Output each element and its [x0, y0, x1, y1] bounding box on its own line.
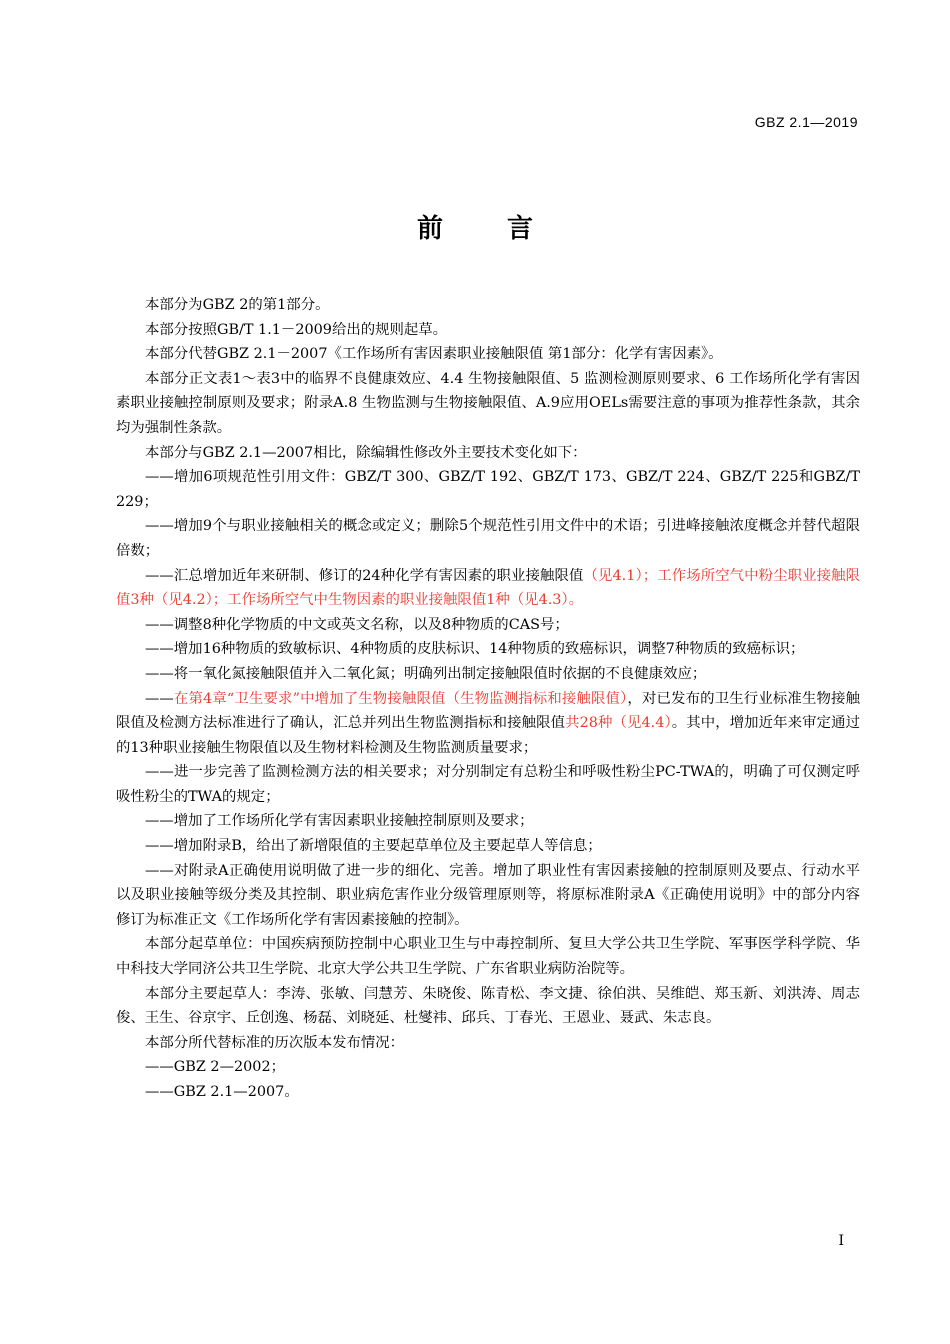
paragraph-replacement: 本部分代替GBZ 2.1－2007《工作场所有害因素职业接触限值 第1部分：化学有害因素》。 [145, 346, 723, 363]
change-item-limits-text: ——汇总增加近年来研制、修订的24种化学有害因素的职业接触限值 [145, 567, 584, 584]
page-number: I [838, 1233, 844, 1249]
change-item-annex-b: ——增加附录B，给出了新增限值的主要起草单位及主要起草人等信息； [145, 838, 602, 855]
foreword-body [116, 293, 860, 1105]
change-item-bio-highlight-2: 共28种（见4.4） [565, 715, 672, 732]
change-item-definitions: ——增加9个与职业接触相关的概念或定义；删除5个规范性引用文件中的术语；引进峰接触浓度概念并替代超限倍数； [116, 518, 860, 559]
paragraph-drafters: 本部分主要起草人：李涛、张敏、闫慧芳、朱晓俊、陈青松、李文捷、徐伯洪、吴维皑、郑玉新、刘洪涛、周志俊、王生、谷京宇、丘创逸、杨磊、刘晓延、杜燮祎、邱兵、丁春光、王恩业、聂武、朱志良。 [116, 985, 860, 1027]
title-char-1: 前 [416, 214, 443, 244]
change-item-nitrogen: ——将一氧化氮接触限值并入二氧化氮；明确列出制定接触限值时依据的不良健康效应； [145, 665, 707, 682]
change-item-labels: ——增加16种物质的致敏标识、4种物质的皮肤标识、14种物质的致癌标识，调整7种物质的致癌标识； [145, 641, 805, 658]
change-item-monitoring: ——进一步完善了监测检测方法的相关要求；对分别制定有总粉尘和呼吸性粉尘PC-TWA的，明确了可仅测定呼吸性粉尘的TWA的规定； [116, 764, 860, 805]
page-title [0, 208, 950, 245]
change-item-bio-highlight-1: 在第4章“卫生要求”中增加了生物接触限值（生物监测指标和接触限值） [173, 690, 628, 707]
change-item-references: ——增加6项规范性引用文件：GBZ/T 300、GBZ/T 192、GBZ/T 173、GBZ/T 224、GBZ/T 225和GBZ/T 229； [116, 469, 860, 510]
standard-code-header: GBZ 2.1—2019 [754, 114, 858, 130]
paragraph-history-intro: 本部分所代替标准的历次版本发布情况： [145, 1034, 405, 1051]
paragraph-drafting-units: 本部分起草单位：中国疾病预防控制中心职业卫生与中毒控制所、复旦大学公共卫生学院、军事医学科学院、华中科技大学同济公共卫生学院、北京大学公共卫生学院、广东省职业病防治院等。 [116, 936, 860, 978]
change-item-control: ——增加了工作场所化学有害因素职业接触控制原则及要求； [145, 813, 534, 830]
paragraph-changes-intro: 本部分与GBZ 2.1—2007相比，除编辑性修改外主要技术变化如下： [145, 444, 587, 461]
change-item-names: ——调整8种化学物质的中文或英文名称，以及8种物质的CAS号； [145, 616, 569, 633]
change-item-limits [116, 564, 860, 613]
change-item-bio-text-2: 。其中，增加近年来审定通过的13种职业接触生物限值以及生物材料检测及生物监测质量要求； [116, 715, 860, 756]
change-item-annex-a: ——对附录A正确使用说明做了进一步的细化、完善。增加了职业性有害因素接触的控制原则及要点、行动水平以及职业接触等级分类及其控制、职业病危害作业分级管理原则等，将原标准附录A《正确使用说明》中的部分内容修订为标准正文《工作场所化学有害因素接触的控制》。 [116, 862, 860, 928]
paragraph-recommended-clauses: 本部分正文表1～表3中的临界不良健康效应、4.4 生物接触限值、5 监测检测原则要求、6 工作场所化学有害因素职业接触控制原则及要求；附录A.8 生物监测与生物接触限值、A.9应用OELs需要注意的事项为推荐性条款，其余均为强制性条款。 [116, 370, 860, 436]
change-item-bio-text-1: ，对已发布的卫生行业标准生物接触限值及检测方法标准进行了确认，汇总并列出生物监测指标和接触限值 [116, 690, 860, 732]
change-item-biological [116, 687, 860, 761]
change-item-limits-highlight: （见4.1）；工作场所空气中粉尘职业接触限值3种（见4.2）；工作场所空气中生物因素的职业接触限值1种（见4.3）。 [116, 567, 860, 609]
paragraph-drafting-rules: 本部分按照GB/T 1.1－2009给出的规则起草。 [145, 321, 448, 338]
paragraph-scope: 本部分为GBZ 2的第1部分。 [145, 297, 330, 313]
change-item-bio-dash: —— [145, 690, 174, 707]
history-item-2002: ——GBZ 2—2002； [145, 1059, 285, 1076]
title-char-2: 言 [507, 214, 534, 244]
history-item-2007: ——GBZ 2.1—2007。 [145, 1084, 299, 1100]
